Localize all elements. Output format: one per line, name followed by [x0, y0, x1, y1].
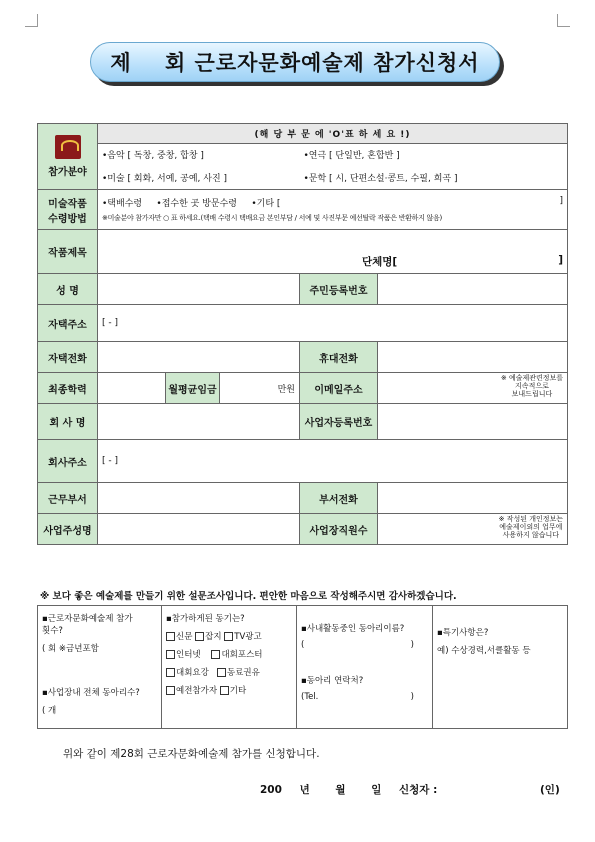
- employee-count-label: 사업장직원수: [300, 514, 378, 545]
- checkbox-guide[interactable]: 대회요강: [166, 668, 209, 678]
- survey-col-motivation: [162, 606, 297, 729]
- home-phone-field[interactable]: [98, 342, 300, 373]
- wage-label: 월평균임금: [166, 373, 220, 404]
- home-address-label: 자택주소: [38, 305, 98, 342]
- email-note: ※ 예술제관련정보를 지속적으로 보내드립니다: [500, 374, 564, 398]
- group-name-label: 단체명[: [362, 256, 398, 268]
- checkbox-magazine[interactable]: 잡지: [195, 632, 221, 642]
- group-bracket-close: ]: [558, 254, 564, 266]
- survey-col-participation: ▪근로자문화예술제 참가 횟수? ( 회 ※금년포함 ▪사업장내 전체 동아리수? ( 개: [38, 606, 162, 729]
- company-address-label: 회사주소: [38, 440, 98, 483]
- instruction-cell: [98, 124, 568, 144]
- owner-name-label: 사업주성명: [38, 514, 98, 545]
- wage-unit: 만원: [277, 384, 295, 395]
- department-field[interactable]: [98, 483, 300, 514]
- business-number-label: 사업자등록번호: [300, 404, 378, 440]
- festival-logo-icon: [55, 135, 81, 159]
- survey-table: [37, 605, 568, 729]
- checkbox-internet[interactable]: 인터넷: [166, 650, 201, 660]
- checkbox-tv-ad[interactable]: TV광고: [224, 632, 261, 642]
- category-label-cell: [38, 124, 98, 190]
- month-unit[interactable]: 월: [335, 784, 346, 796]
- mobile-label: 휴대전화: [300, 342, 378, 373]
- work-title-label: 작품제목: [38, 230, 98, 274]
- home-address-field[interactable]: [ - ]: [98, 305, 568, 342]
- instruction-text: (해 당 부 문 에 'O'표 하 세 요 !): [254, 130, 411, 140]
- club-name-question: ▪사내활동중인 동아리이름?: [301, 624, 405, 634]
- applicant-label: 신청자 :: [399, 784, 438, 796]
- receipt-cell: [98, 190, 568, 230]
- company-name-label: 회 사 명: [38, 404, 98, 440]
- business-number-field[interactable]: [378, 404, 568, 440]
- category-label: 참가분야: [48, 167, 87, 178]
- application-form: [37, 123, 568, 545]
- privacy-note: ※ 작성된 개인정보는 예술제이외의 업무에 사용하지 않습니다: [498, 515, 564, 539]
- email-label: 이메일주소: [300, 373, 378, 404]
- department-phone-label: 부서전화: [300, 483, 378, 514]
- email-field[interactable]: [378, 373, 568, 404]
- club-name-field[interactable]: ( ): [301, 640, 414, 650]
- club-contact-question: ▪동아리 연락처?: [301, 676, 364, 686]
- title-pill: [90, 42, 500, 82]
- other-option[interactable]: •기타 [: [251, 199, 281, 209]
- name-field[interactable]: [98, 274, 300, 305]
- survey-col-notes[interactable]: [433, 606, 568, 729]
- survey-col-club: [297, 606, 433, 729]
- education-label: 최종학력: [38, 373, 98, 404]
- corner-mark-left: [25, 14, 38, 27]
- checkbox-other[interactable]: 기타: [220, 686, 246, 696]
- literature-option[interactable]: •문학 [ 시, 단편소설·콩트, 수필, 희곡 ]: [300, 166, 568, 190]
- department-phone-field[interactable]: [378, 483, 568, 514]
- survey-heading: ※ 보다 좋은 예술제를 만들기 위한 설문조사입니다. 편안한 마음으로 작성해주시면 감사하겠습니다.: [40, 591, 457, 602]
- notes-question: ▪특기사항은?: [437, 628, 489, 638]
- year-value[interactable]: 200: [260, 784, 282, 796]
- company-name-field[interactable]: [98, 404, 300, 440]
- receipt-label: 미술작품 수령방법: [38, 190, 98, 230]
- declaration-text: 위와 같이 제28회 근로자문화예술제 참가를 신청합니다.: [63, 748, 320, 760]
- resident-number-field[interactable]: [378, 274, 568, 305]
- education-field[interactable]: [98, 373, 166, 404]
- owner-name-field[interactable]: [98, 514, 300, 545]
- art-option[interactable]: •미술 [ 회화, 서예, 공예, 사진 ]: [98, 166, 300, 190]
- date-line: [260, 782, 560, 797]
- other-bracket-close: ]: [559, 196, 564, 206]
- checkbox-newspaper[interactable]: 신문: [166, 632, 192, 642]
- wage-field[interactable]: [220, 373, 300, 404]
- company-address-field[interactable]: [ - ]: [98, 440, 568, 483]
- motivation-question: ▪참가하게된 동기는?: [166, 614, 245, 624]
- year-unit: 년: [299, 784, 310, 796]
- employee-count-field[interactable]: [378, 514, 568, 545]
- checkbox-poster[interactable]: 대회포스터: [211, 650, 262, 660]
- checkbox-colleague[interactable]: 동료권유: [217, 668, 260, 678]
- pickup-option[interactable]: •접수한 곳 방문수령: [156, 199, 237, 209]
- seal-mark[interactable]: (인): [540, 784, 560, 796]
- work-title-field[interactable]: [98, 230, 568, 274]
- notes-example: 예) 수상경력,서클활동 등: [437, 646, 531, 656]
- club-count-question: ▪사업장내 전체 동아리수?: [42, 688, 140, 698]
- day-unit[interactable]: 일: [371, 784, 382, 796]
- department-label: 근무부서: [38, 483, 98, 514]
- name-label: 성 명: [38, 274, 98, 305]
- club-contact-field[interactable]: (Tel. ): [301, 692, 414, 702]
- club-count-field[interactable]: ( 개: [42, 706, 57, 716]
- home-phone-label: 자택전화: [38, 342, 98, 373]
- receipt-note: ※미술분야 참가자만 ○ 표 하세요.(택배 수령시 택배요금 본인부담 / 서예 및 사진부문 예선탈락 작품은 반환하지 않음): [102, 214, 442, 222]
- mobile-field[interactable]: [378, 342, 568, 373]
- resident-number-label: 주민등록번호: [300, 274, 378, 305]
- participation-count-field[interactable]: ( 회 ※금년포함: [42, 644, 99, 654]
- participation-question: ▪근로자문화예술제 참가: [42, 614, 133, 624]
- music-option[interactable]: •음악 [ 독창, 중창, 합창 ]: [98, 144, 300, 166]
- page-title: 제 회 근로자문화예술제 참가신청서: [110, 51, 480, 75]
- delivery-option[interactable]: •택배수령: [102, 199, 143, 209]
- theater-option[interactable]: •연극 [ 단일반, 혼합반 ]: [300, 144, 568, 166]
- corner-mark-right: [557, 14, 570, 27]
- checkbox-past-participant[interactable]: 예전참가자: [166, 686, 217, 696]
- title-banner: [90, 42, 500, 82]
